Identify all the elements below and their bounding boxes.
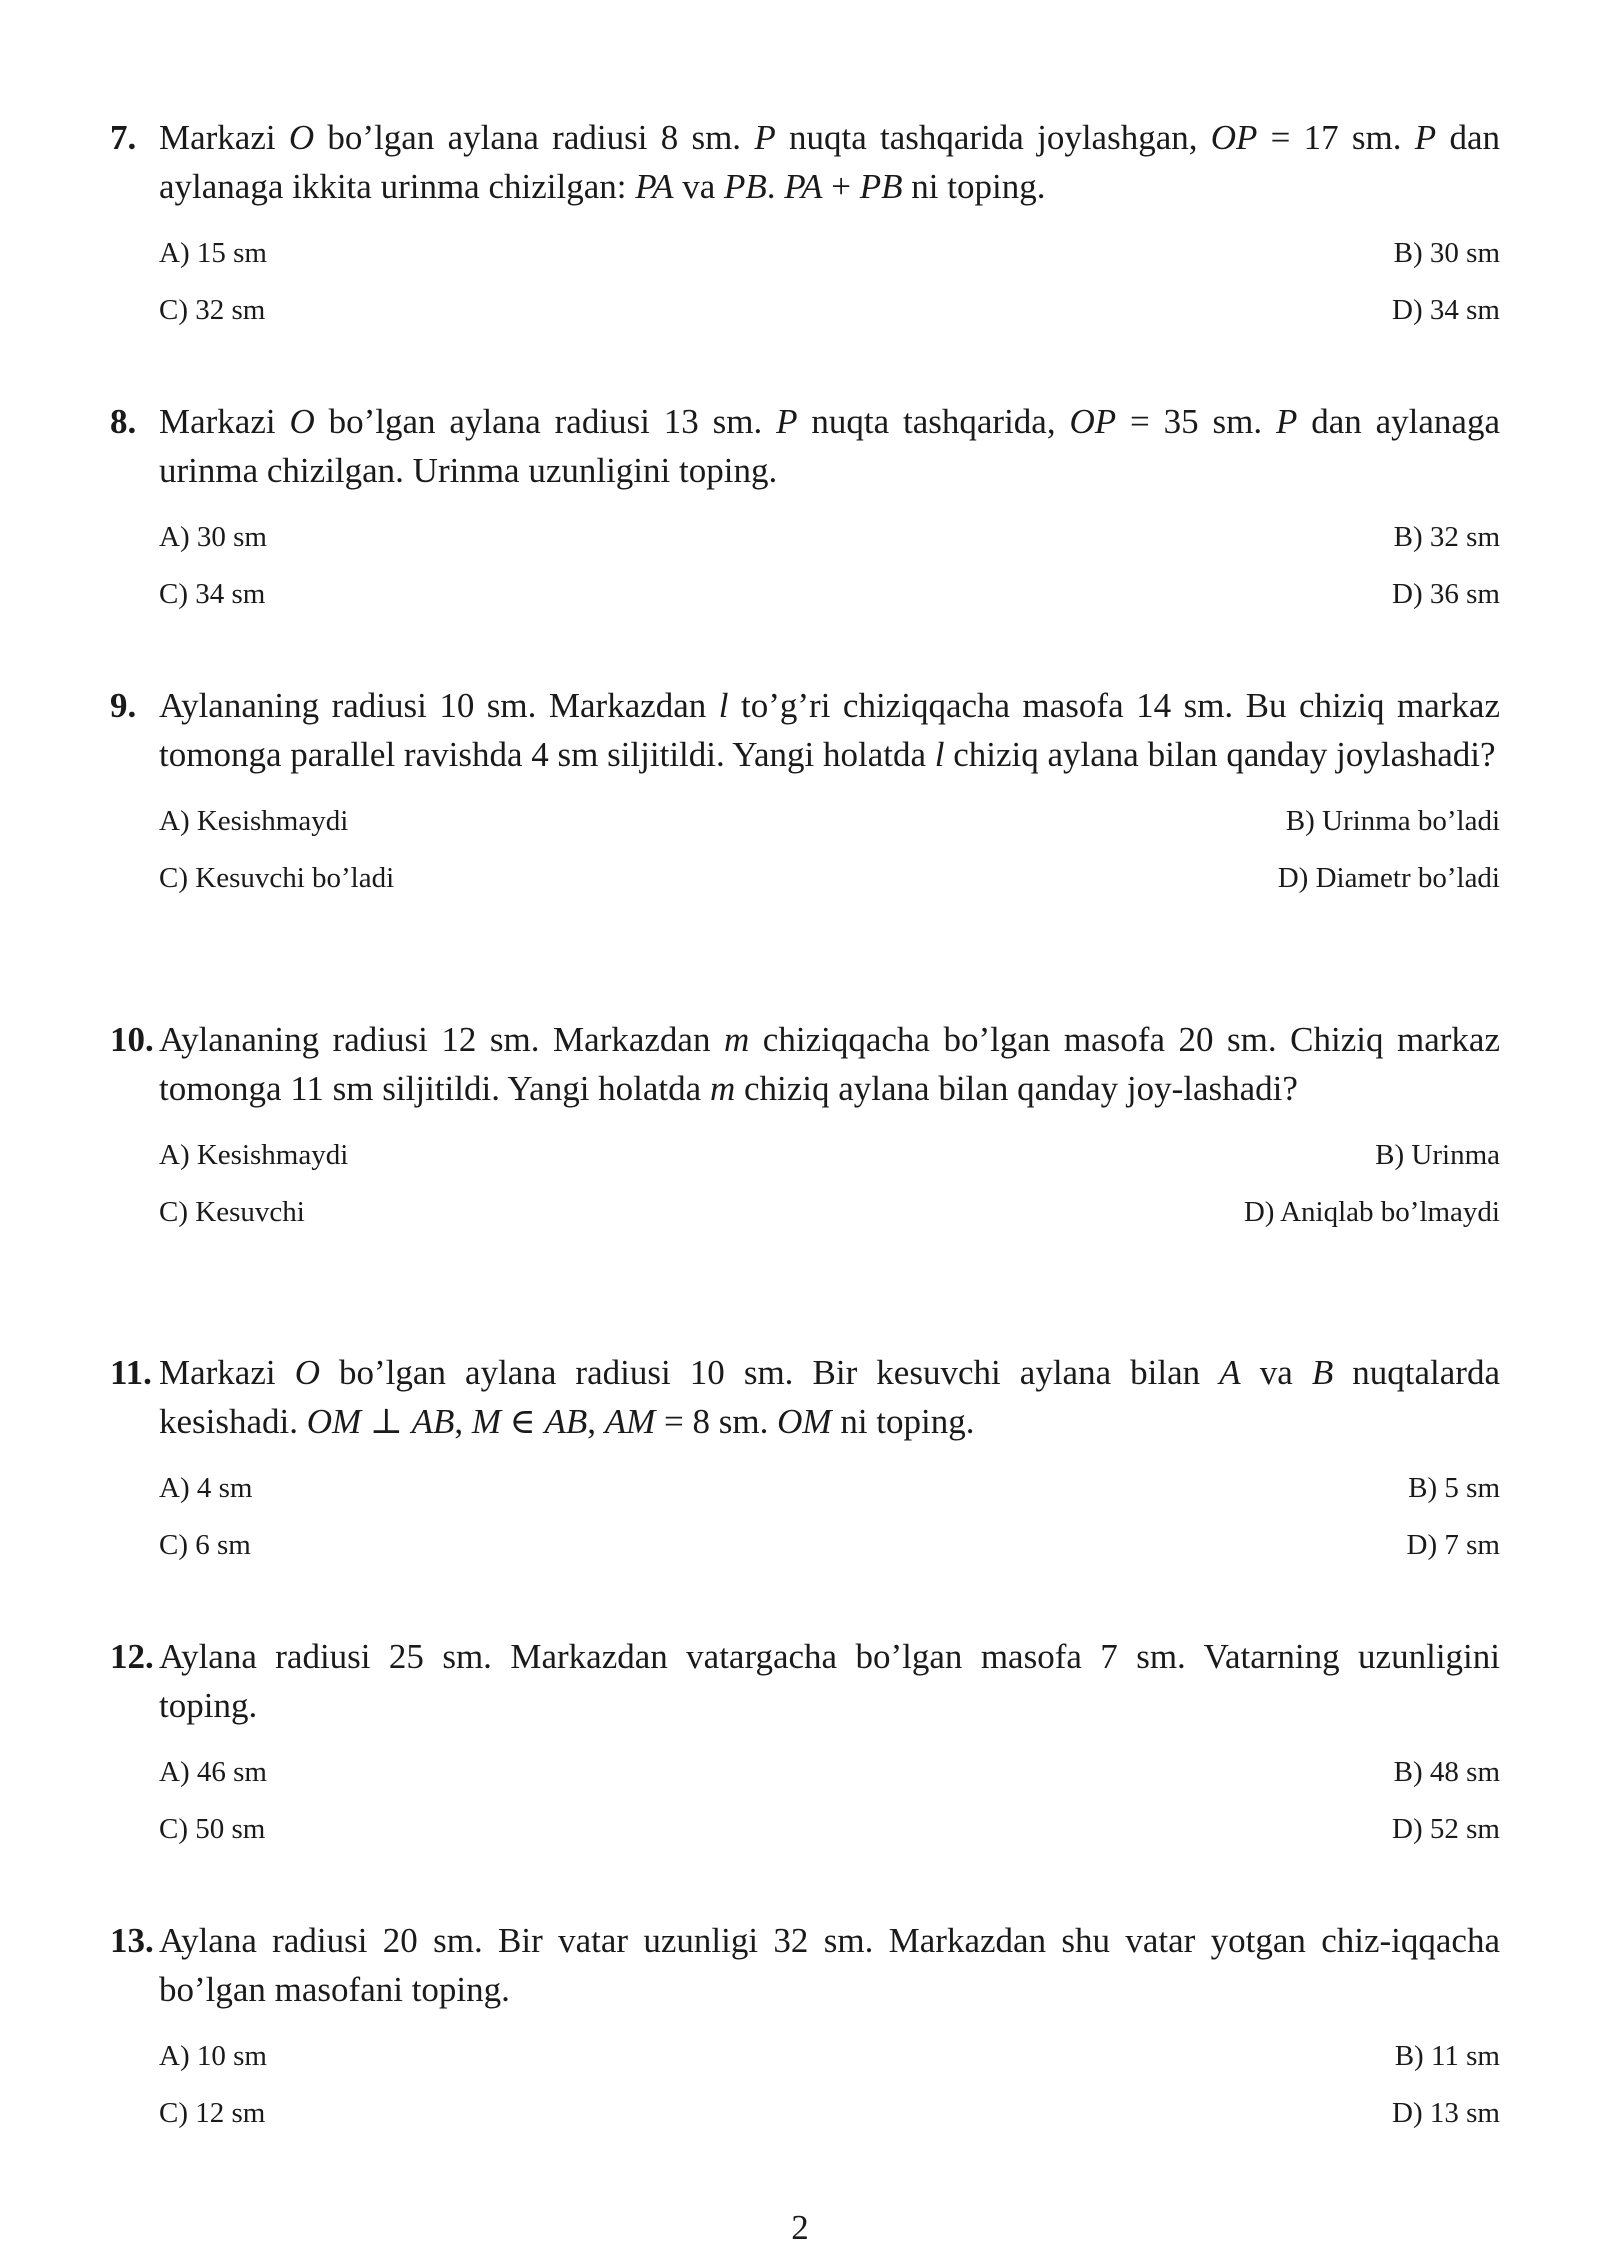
problem-text: Markazi O bo’lgan aylana radiusi 10 sm. Bir kesuvchi aylana bilan A va B nuqtalarda kesishadi. OM ⊥ AB, M ∈ AB, AM = 8 sm. OM ni toping. — [159, 1353, 1500, 1441]
problem-text: Markazi O bo’lgan aylana radiusi 8 sm. P nuqta tashqarida joylashgan, OP = 17 sm. P dan aylanaga ikkita urinma chizilgan: PA va PB. PA + PB ni toping. — [159, 118, 1500, 206]
problem-11 — [110, 1348, 1500, 1574]
problem-text: Aylana radiusi 20 sm. Bir vatar uzunligi 32 sm. Markazdan shu vatar yotgan chiz-iqqacha bo’lgan masofani toping. — [159, 1921, 1500, 2009]
option-a: A) 4 sm — [159, 1472, 253, 1504]
answer-options — [159, 793, 1500, 907]
option-d: D) 52 sm — [1392, 1813, 1500, 1845]
option-a: A) 30 sm — [159, 521, 267, 553]
option-c: C) 12 sm — [159, 2097, 266, 2129]
option-c: C) 34 sm — [159, 578, 266, 610]
option-d: D) 13 sm — [1392, 2097, 1500, 2129]
option-b: B) 32 sm — [1393, 521, 1500, 553]
problem-number: 13. — [110, 1921, 154, 1960]
option-b: B) 48 sm — [1393, 1756, 1500, 1788]
option-d: D) 7 sm — [1406, 1529, 1500, 1561]
option-d: D) Diametr bo’ladi — [1277, 862, 1500, 894]
option-c: C) 50 sm — [159, 1813, 266, 1845]
problem-number: 12. — [110, 1637, 154, 1676]
problem-text: Aylananing radiusi 12 sm. Markazdan m chiziqqacha bo’lgan masofa 20 sm. Chiziq markaz tomonga 11 sm siljitildi. Yangi holatda m chiziq aylana bilan qanday joy-lashadi? — [159, 1020, 1500, 1108]
answer-options — [159, 1127, 1500, 1241]
answer-options — [159, 225, 1500, 339]
option-c: C) 32 sm — [159, 294, 266, 326]
problem-text: Markazi O bo’lgan aylana radiusi 13 sm. P nuqta tashqarida, OP = 35 sm. P dan aylanaga urinma chizilgan. Urinma uzunligini toping. — [159, 402, 1500, 490]
option-b: B) Urinma bo’ladi — [1285, 805, 1500, 837]
problem-7 — [110, 113, 1500, 339]
option-c: C) Kesuvchi — [159, 1196, 305, 1228]
option-c: C) Kesuvchi bo’ladi — [159, 862, 395, 894]
option-d: D) 36 sm — [1392, 578, 1500, 610]
option-a: A) 46 sm — [159, 1756, 267, 1788]
problem-9 — [110, 681, 1500, 907]
problem-text: Aylananing radiusi 10 sm. Markazdan l to’g’ri chiziqqacha masofa 14 sm. Bu chiziq markaz tomonga parallel ravishda 4 sm siljitildi. Yangi holatda l chiziq aylana bilan qanday joylashadi? — [159, 686, 1500, 774]
option-a: A) 15 sm — [159, 237, 267, 269]
problem-number: 8. — [110, 402, 137, 441]
option-b: B) 30 sm — [1393, 237, 1500, 269]
option-d: D) Aniqlab bo’lmaydi — [1243, 1196, 1500, 1228]
problem-12 — [110, 1632, 1500, 1858]
option-b: B) Urinma — [1375, 1139, 1500, 1171]
answer-options — [159, 1744, 1500, 1858]
problem-number: 10. — [110, 1020, 154, 1059]
answer-options — [159, 1460, 1500, 1574]
problem-text: Aylana radiusi 25 sm. Markazdan vatargacha bo’lgan masofa 7 sm. Vatarning uzunligini toping. — [159, 1637, 1500, 1725]
option-b: B) 11 sm — [1394, 2040, 1500, 2072]
option-c: C) 6 sm — [159, 1529, 251, 1561]
problem-number: 9. — [110, 686, 137, 725]
problem-10 — [110, 1015, 1500, 1241]
option-a: A) 10 sm — [159, 2040, 267, 2072]
problem-number: 11. — [110, 1353, 152, 1392]
page-number: 2 — [791, 2208, 809, 2247]
problem-8 — [110, 397, 1500, 623]
problem-13 — [110, 1916, 1500, 2142]
option-b: B) 5 sm — [1408, 1472, 1500, 1504]
problem-number: 7. — [110, 118, 137, 157]
answer-options — [159, 509, 1500, 623]
option-d: D) 34 sm — [1392, 294, 1500, 326]
option-a: A) Kesishmaydi — [159, 805, 349, 837]
answer-options — [159, 2028, 1500, 2142]
option-a: A) Kesishmaydi — [159, 1139, 349, 1171]
